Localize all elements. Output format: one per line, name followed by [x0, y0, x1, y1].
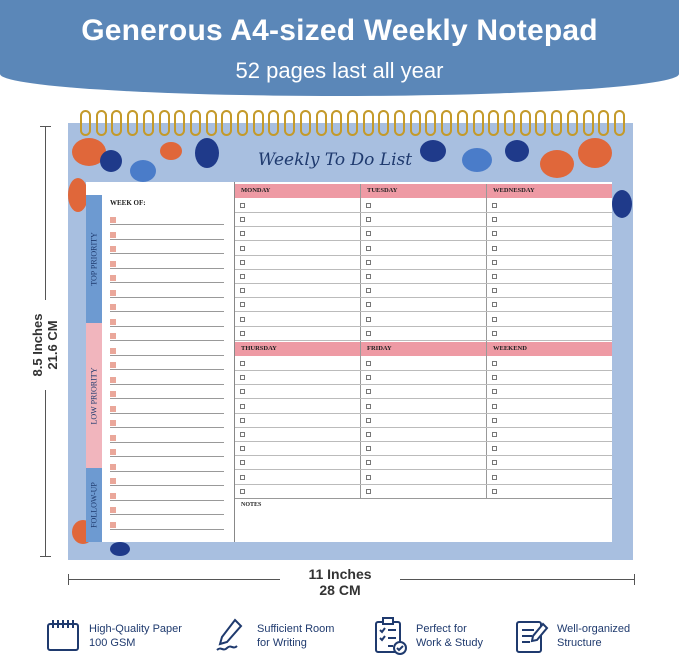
task-checkbox[interactable]	[366, 246, 371, 251]
height-dimension-cap-top	[40, 126, 51, 127]
height-inches: 8.5 Inches	[30, 313, 45, 377]
task-checkbox[interactable]	[492, 389, 497, 394]
weekly-grid	[234, 182, 612, 542]
task-line	[235, 384, 612, 385]
day-header-monday: MONDAY	[235, 184, 360, 198]
priority-checkbox[interactable]	[110, 406, 116, 412]
task-checkbox[interactable]	[240, 331, 245, 336]
task-checkbox[interactable]	[492, 489, 497, 494]
section-label-top-priority: TOP PRIORITY	[89, 232, 99, 286]
task-checkbox[interactable]	[366, 460, 371, 465]
ruled-line	[110, 239, 224, 240]
task-checkbox[interactable]	[492, 260, 497, 265]
ruled-line	[110, 471, 224, 472]
task-checkbox[interactable]	[492, 317, 497, 322]
task-checkbox[interactable]	[366, 331, 371, 336]
ruled-line	[110, 340, 224, 341]
priority-checkbox[interactable]	[110, 507, 116, 513]
checklist-icon	[372, 616, 408, 656]
task-checkbox[interactable]	[240, 217, 245, 222]
feature-paper	[45, 616, 182, 656]
priority-checkbox[interactable]	[110, 290, 116, 296]
flower-decoration	[612, 190, 632, 218]
flower-decoration	[462, 148, 492, 172]
task-checkbox[interactable]	[240, 432, 245, 437]
task-checkbox[interactable]	[492, 231, 497, 236]
feature-line1: Well-organized	[557, 623, 631, 635]
priority-checkbox[interactable]	[110, 391, 116, 397]
task-line	[235, 255, 612, 256]
priority-checkbox[interactable]	[110, 319, 116, 325]
ruled-line	[110, 413, 224, 414]
task-checkbox[interactable]	[492, 331, 497, 336]
task-checkbox[interactable]	[492, 432, 497, 437]
priority-checkbox[interactable]	[110, 464, 116, 470]
day-header-friday: FRIDAY	[361, 342, 486, 356]
task-checkbox[interactable]	[366, 404, 371, 409]
task-checkbox[interactable]	[366, 288, 371, 293]
width-dimension-cap-left	[68, 574, 69, 585]
task-checkbox[interactable]	[366, 203, 371, 208]
task-checkbox[interactable]	[240, 260, 245, 265]
task-checkbox[interactable]	[492, 217, 497, 222]
ruled-line	[110, 456, 224, 457]
task-checkbox[interactable]	[240, 203, 245, 208]
priority-checkbox[interactable]	[110, 449, 116, 455]
flower-decoration	[160, 142, 182, 160]
ruled-line	[110, 311, 224, 312]
width-cm: 28 CM	[319, 582, 361, 598]
flower-decoration	[578, 138, 612, 168]
task-checkbox[interactable]	[366, 231, 371, 236]
section-label-low-priority: LOW PRIORITY	[89, 367, 99, 424]
task-line	[235, 398, 612, 399]
ruled-line	[110, 297, 224, 298]
task-line	[235, 413, 612, 414]
height-dimension-cap-bottom	[40, 556, 51, 557]
priority-checkbox[interactable]	[110, 275, 116, 281]
height-dimension-label	[20, 300, 70, 390]
priority-checkbox[interactable]	[110, 304, 116, 310]
ruled-line	[110, 485, 224, 486]
task-checkbox[interactable]	[240, 246, 245, 251]
task-checkbox[interactable]	[366, 302, 371, 307]
task-line	[235, 269, 612, 270]
task-checkbox[interactable]	[366, 489, 371, 494]
ruled-line	[110, 514, 224, 515]
task-checkbox[interactable]	[366, 418, 371, 423]
feature-line1: Perfect for	[416, 623, 467, 635]
notepad-icon	[45, 616, 81, 656]
task-checkbox[interactable]	[240, 475, 245, 480]
feature-line1: High-Quality Paper	[89, 623, 182, 635]
task-line	[235, 297, 612, 298]
task-checkbox[interactable]	[492, 475, 497, 480]
priority-checkbox[interactable]	[110, 478, 116, 484]
ruled-line	[110, 268, 224, 269]
flower-decoration	[68, 178, 88, 212]
flower-decoration	[195, 138, 219, 168]
task-checkbox[interactable]	[492, 418, 497, 423]
task-checkbox[interactable]	[240, 489, 245, 494]
day-header-thursday: THURSDAY	[235, 342, 360, 356]
task-line	[235, 226, 612, 227]
section-label-follow-up: FOLLOW-UP	[89, 482, 99, 528]
task-checkbox[interactable]	[492, 246, 497, 251]
task-line	[235, 455, 612, 456]
priority-checkbox[interactable]	[110, 362, 116, 368]
day-header-weekend: WEEKEND	[487, 342, 612, 356]
notepad-header: Weekly To Do List	[257, 150, 413, 170]
task-checkbox[interactable]	[366, 475, 371, 480]
task-line	[235, 441, 612, 442]
task-checkbox[interactable]	[492, 288, 497, 293]
priority-checkbox[interactable]	[110, 232, 116, 238]
task-checkbox[interactable]	[492, 302, 497, 307]
notes-label: NOTES	[241, 502, 262, 508]
task-checkbox[interactable]	[240, 231, 245, 236]
task-checkbox[interactable]	[366, 375, 371, 380]
ruled-line	[110, 500, 224, 501]
column-divider	[486, 184, 487, 498]
day-header-wednesday: WEDNESDAY	[487, 184, 612, 198]
task-checkbox[interactable]	[492, 446, 497, 451]
task-checkbox[interactable]	[240, 446, 245, 451]
feature-room	[213, 616, 334, 656]
priority-checkbox[interactable]	[110, 377, 116, 383]
task-checkbox[interactable]	[366, 317, 371, 322]
task-checkbox[interactable]	[240, 389, 245, 394]
spiral-binding	[80, 110, 625, 140]
task-checkbox[interactable]	[492, 460, 497, 465]
task-line	[235, 469, 612, 470]
ruled-line	[110, 355, 224, 356]
task-checkbox[interactable]	[492, 361, 497, 366]
priority-checkbox[interactable]	[110, 435, 116, 441]
task-line	[235, 484, 612, 485]
priority-checkbox[interactable]	[110, 217, 116, 223]
week-of-label: WEEK OF:	[110, 199, 146, 207]
ruled-line	[110, 326, 224, 327]
flower-decoration	[100, 150, 122, 172]
pen-writing-icon	[213, 616, 249, 656]
ruled-line	[110, 442, 224, 443]
flower-decoration	[110, 542, 130, 556]
ruled-line	[110, 398, 224, 399]
section-tab-low-priority	[86, 323, 102, 468]
flower-decoration	[505, 140, 529, 162]
width-inches: 11 Inches	[308, 566, 372, 582]
task-checkbox[interactable]	[240, 375, 245, 380]
width-dimension-cap-right	[634, 574, 635, 585]
ruled-line	[110, 384, 224, 385]
day-header-tuesday: TUESDAY	[361, 184, 486, 198]
priority-checkbox[interactable]	[110, 261, 116, 267]
task-checkbox[interactable]	[366, 274, 371, 279]
ruled-line	[110, 529, 224, 530]
task-checkbox[interactable]	[240, 404, 245, 409]
task-line	[235, 212, 612, 213]
priority-checkbox[interactable]	[110, 246, 116, 252]
height-cm: 21.6 CM	[45, 320, 60, 370]
task-checkbox[interactable]	[240, 317, 245, 322]
ruled-line	[110, 369, 224, 370]
task-checkbox[interactable]	[240, 418, 245, 423]
priority-checkbox[interactable]	[110, 348, 116, 354]
priority-checkbox[interactable]	[110, 522, 116, 528]
task-line	[235, 340, 612, 341]
task-line	[235, 370, 612, 371]
task-checkbox[interactable]	[240, 460, 245, 465]
task-checkbox[interactable]	[366, 446, 371, 451]
ruled-line	[110, 282, 224, 283]
feature-line2: Structure	[557, 637, 602, 649]
task-checkbox[interactable]	[492, 375, 497, 380]
feature-line2: Work & Study	[416, 637, 484, 649]
flower-decoration	[130, 160, 156, 182]
document-pen-icon	[513, 616, 549, 656]
task-line	[235, 283, 612, 284]
task-checkbox[interactable]	[240, 361, 245, 366]
task-checkbox[interactable]	[492, 203, 497, 208]
task-line	[235, 240, 612, 241]
task-checkbox[interactable]	[492, 404, 497, 409]
task-checkbox[interactable]	[240, 288, 245, 293]
task-checkbox[interactable]	[366, 432, 371, 437]
priority-checkbox[interactable]	[110, 333, 116, 339]
task-checkbox[interactable]	[240, 274, 245, 279]
task-checkbox[interactable]	[366, 217, 371, 222]
width-dimension-label	[280, 566, 400, 598]
task-line	[235, 326, 612, 327]
task-line	[235, 427, 612, 428]
feature-structure	[513, 616, 630, 656]
priority-column	[86, 182, 234, 542]
priority-checkbox[interactable]	[110, 493, 116, 499]
top-banner	[0, 0, 679, 96]
task-checkbox[interactable]	[366, 361, 371, 366]
flower-decoration	[540, 150, 574, 178]
ruled-line	[110, 427, 224, 428]
section-tab-top-priority	[86, 195, 102, 323]
task-checkbox[interactable]	[492, 274, 497, 279]
section-tab-follow-up	[86, 468, 102, 542]
column-divider	[360, 184, 361, 498]
banner-subtitle: 52 pages last all year	[235, 58, 444, 83]
feature-work-study	[372, 616, 483, 656]
feature-line2: 100 GSM	[89, 637, 136, 649]
feature-line2: for Writing	[257, 637, 307, 649]
task-checkbox[interactable]	[366, 389, 371, 394]
ruled-line	[110, 224, 224, 225]
task-checkbox[interactable]	[366, 260, 371, 265]
ruled-line	[110, 253, 224, 254]
notes-divider	[235, 498, 612, 499]
priority-checkbox[interactable]	[110, 420, 116, 426]
flower-decoration	[420, 140, 446, 162]
task-checkbox[interactable]	[240, 302, 245, 307]
task-line	[235, 311, 612, 312]
feature-line1: Sufficient Room	[257, 623, 335, 635]
banner-title: Generous A4-sized Weekly Notepad	[81, 14, 598, 47]
